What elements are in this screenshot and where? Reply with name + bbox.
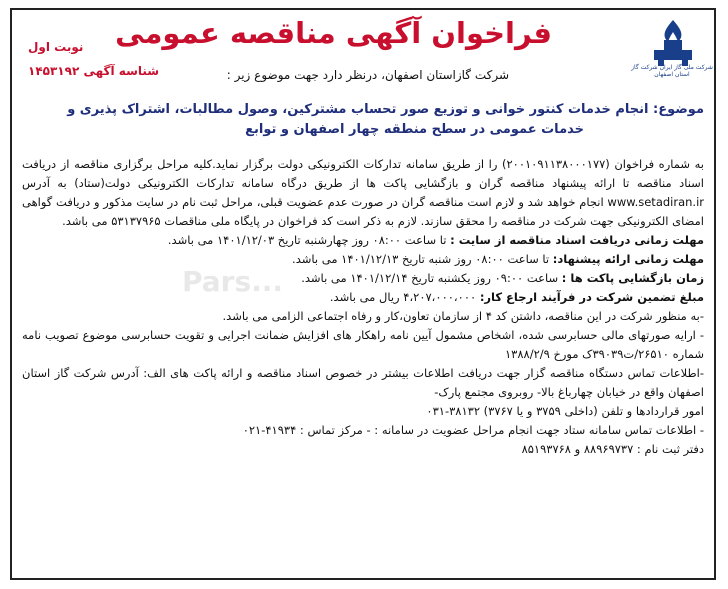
guarantee-value: ۴،۲۰۷،۰۰۰،۰۰۰ ریال می باشد. — [329, 290, 480, 304]
tender-notice — [10, 8, 716, 580]
deadline-offer-value: تا ساعت ۰۸:۰۰ روز شنبه تاریخ ۱۴۰۱/۱۲/۱۳ می باشد. — [292, 252, 553, 266]
flame-logo-icon — [640, 16, 706, 68]
deadline-docs-label: مهلت زمانی دریافت اسناد مناقصه از سایت : — [450, 233, 704, 247]
logo-caption: شرکت ملی گاز ایران شرکت گاز استان اصفهان — [631, 64, 713, 78]
contact-2: امور قراردادها و تلفن (داخلی ۳۷۵۹ و یا ۳۷۶۷) ۳۸۱۳۲-۰۳۱ — [426, 404, 704, 418]
company-line: شرکت گازاستان اصفهان، درنظر دارد جهت موضوع زیر : — [226, 68, 509, 82]
guarantee-label: مبلغ تضمین شرکت در فرآیند ارجاع کار: — [479, 290, 704, 304]
watermark: Pars... — [182, 265, 284, 298]
condition-1: -به منظور شرکت در این مناقصه، داشتن کد ۴ از سازمان تعاون،کار و رفاه اجتماعی الزامی می باشد. — [222, 309, 704, 323]
notice-title: فراخوان آگهی مناقصه عمومی — [115, 16, 552, 50]
ad-number: شناسه آگهی ۱۴۵۳۱۹۲ — [28, 64, 160, 78]
subject-line-1: موضوع: انجام خدمات کنتور خوانی و توزیع صور تحساب مشترکین، وصول مطالبات، اشتراک پذیری و — [67, 102, 704, 117]
notice-body — [22, 155, 704, 459]
opening-time — [22, 269, 704, 288]
contact-3: - اطلاعات تماس سامانه ستاد جهت انجام مراحل عضویت در سامانه : - مرکز تماس : ۴۱۹۳۴-۰۲۱ — [242, 423, 704, 437]
intro-paragraph: به شماره فراخوان (۲۰۰۱۰۹۱۱۳۸۰۰۰۱۷۷) را از طریق سامانه تدارکات الکترونیکی دولت برگزار نماید.کلیه مراحل برگزاری مناقصه از دریافت اسناد مناقصه تا ارائه پیشنهاد مناقصه گران و بازگشایی پاکت ها از طریق درگاه سامانه تدارکات الکترونیکی دولت(ستاد) به آدرس www.setadiran.ir انجام خواهد شد و لازم است مناقصه گران در صورت عدم عضویت قبلی، مراحل ثبت نام در سایت مذکور و دریافت گواهی امضای الکترونیکی جهت شرکت در مناقصه را محقق سازند. لازم به ذکر است کد فراخوان در پایگاه ملی مناقصات ۵۳۱۳۷۹۶۵ می باشد. — [22, 157, 704, 228]
deadline-docs — [22, 231, 704, 250]
contact-1: -اطلاعات تماس دستگاه مناقصه گزار جهت دریافت اطلاعات بیشتر در خصوص اسناد مناقصه و ارائه پاکت های الف: آدرس شرکت گاز استان اصفهان واقع در خیابان چهارباغ بالا- روبروی مجتمع پارک- — [22, 366, 704, 399]
subject — [24, 100, 704, 140]
opening-label: زمان بازگشایی پاکت ها : — [561, 271, 704, 285]
subject-line-2: خدمات عمومی در سطح منطقه چهار اصفهان و توابع — [245, 122, 584, 137]
deadline-offer-label: مهلت زمانی ارائه پیشنهاد: — [552, 252, 704, 266]
opening-value: ساعت ۰۹:۰۰ روز یکشنبه تاریخ ۱۴۰۱/۱۲/۱۴ می باشد. — [301, 271, 562, 285]
condition-2: - ارایه صورتهای مالی حسابرسی شده، اشخاص مشمول آیین نامه راهکار های افزایش ضمانت اجرایی و تقویت حسابرسی موضوع تصویب نامه شماره ۲۶۵۱۰/ت۳۹۰۳۹ک مورخ ۱۳۸۸/۲/۹ — [22, 328, 704, 361]
guarantee-amount — [22, 288, 704, 307]
turn-label: نوبت اول — [28, 40, 84, 54]
deadline-docs-value: تا ساعت ۰۸:۰۰ روز چهارشنبه تاریخ ۱۴۰۱/۱۲/۰۳ می باشد. — [167, 233, 451, 247]
deadline-offer — [22, 250, 704, 269]
contact-4: دفتر ثبت نام : ۸۸۹۶۹۷۳۷ و ۸۵۱۹۳۷۶۸ — [521, 442, 704, 456]
